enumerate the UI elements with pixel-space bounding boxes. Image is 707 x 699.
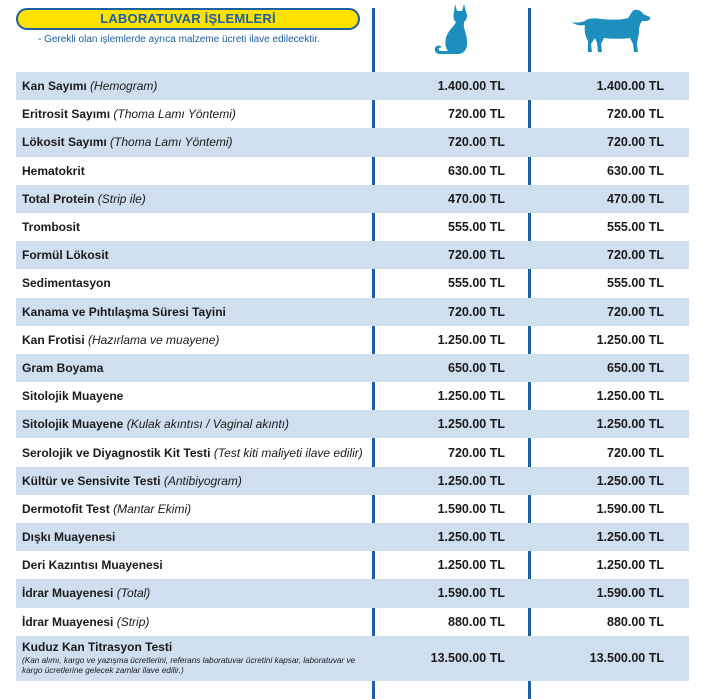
table-row (16, 72, 689, 100)
procedure-name: Kültür ve Sensivite Testi (22, 473, 161, 488)
procedure-name: Kan Sayımı (22, 79, 87, 94)
table-row (16, 157, 689, 185)
cat-price: 720.00 TL (448, 445, 505, 460)
procedure-detail: (Strip) (116, 614, 150, 629)
table-row (16, 438, 689, 466)
procedure-name: Sedimentasyon (22, 276, 111, 291)
dog-price: 1.250.00 TL (596, 473, 664, 488)
procedure-label (16, 615, 372, 629)
dog-price: 1.400.00 TL (596, 79, 664, 94)
table-row (16, 551, 689, 579)
dog-price: 880.00 TL (607, 614, 664, 629)
procedure-label (16, 276, 372, 290)
dog-price: 1.590.00 TL (596, 586, 664, 601)
table-row (16, 636, 689, 681)
procedure-detail: (Test kiti maliyeti ilave edilir) (213, 445, 363, 460)
table-row (16, 608, 689, 636)
procedure-label (16, 192, 372, 206)
cat-price: 1.590.00 TL (437, 501, 505, 516)
cat-price: 720.00 TL (448, 248, 505, 263)
procedure-name: Kanama ve Pıhtılaşma Süresi Tayini (22, 304, 226, 319)
procedure-name: Kuduz Kan Titrasyon Testi (22, 640, 173, 655)
dog-price: 13.500.00 TL (589, 651, 664, 666)
procedure-detail: (Hazırlama ve muayene) (88, 332, 220, 347)
cat-price: 13.500.00 TL (430, 651, 505, 666)
procedure-detail: (Strip ile) (97, 191, 146, 206)
procedure-label (16, 586, 372, 600)
table-row (16, 185, 689, 213)
dog-price: 720.00 TL (607, 248, 664, 263)
procedure-detail: (Hemogram) (90, 79, 158, 94)
dog-price: 1.250.00 TL (596, 332, 664, 347)
table-row (16, 298, 689, 326)
dog-price: 470.00 TL (607, 191, 664, 206)
procedure-label (16, 107, 372, 121)
dog-price: 720.00 TL (607, 304, 664, 319)
procedure-label (16, 640, 372, 676)
dog-price: 720.00 TL (607, 135, 664, 150)
cat-price: 880.00 TL (448, 614, 505, 629)
section-title: LABORATUVAR İŞLEMLERİ (100, 11, 276, 26)
cat-price: 555.00 TL (448, 276, 505, 291)
procedure-label (16, 305, 372, 319)
cat-price: 650.00 TL (448, 360, 505, 375)
table-row (16, 410, 689, 438)
dog-icon (568, 8, 652, 54)
procedure-label (16, 220, 372, 234)
procedure-label (16, 248, 372, 262)
procedure-name: Sitolojik Muayene (22, 389, 124, 404)
cat-price: 1.250.00 TL (437, 417, 505, 432)
procedure-label (16, 135, 372, 149)
dog-price: 1.250.00 TL (596, 558, 664, 573)
cat-icon (428, 2, 472, 56)
procedure-name: İdrar Muayenesi (22, 614, 114, 629)
procedure-label (16, 389, 372, 403)
table-row (16, 523, 689, 551)
table-row (16, 100, 689, 128)
table-row (16, 467, 689, 495)
procedure-label (16, 417, 372, 431)
procedure-label (16, 333, 372, 347)
table-row (16, 495, 689, 523)
procedure-name: Trombosit (22, 220, 81, 235)
procedure-name: Hematokrit (22, 163, 85, 178)
cat-price: 630.00 TL (448, 163, 505, 178)
table-row (16, 128, 689, 156)
cat-price: 1.250.00 TL (437, 389, 505, 404)
cat-price: 1.250.00 TL (437, 473, 505, 488)
dog-price: 1.250.00 TL (596, 417, 664, 432)
procedure-label (16, 361, 372, 375)
cat-price: 470.00 TL (448, 191, 505, 206)
procedure-detail: (Thoma Lamı Yöntemi) (110, 135, 233, 150)
procedure-name: Sitolojik Muayene (22, 417, 124, 432)
cat-price: 720.00 TL (448, 135, 505, 150)
dog-price: 1.250.00 TL (596, 530, 664, 545)
table-row (16, 241, 689, 269)
table-row (16, 579, 689, 607)
dog-price: 1.590.00 TL (596, 501, 664, 516)
procedure-label (16, 474, 372, 488)
table-row (16, 382, 689, 410)
procedure-name: Lökosit Sayımı (22, 135, 107, 150)
procedure-label (16, 502, 372, 516)
dog-price: 1.250.00 TL (596, 389, 664, 404)
procedure-detail: (Kulak akıntısı / Vaginal akıntı) (126, 417, 290, 432)
procedure-name: Deri Kazıntısı Muayenesi (22, 558, 163, 573)
cat-price: 1.590.00 TL (437, 586, 505, 601)
procedure-name: Kan Frotisi (22, 332, 85, 347)
cat-price: 555.00 TL (448, 220, 505, 235)
table-row (16, 269, 689, 297)
price-table (16, 72, 689, 681)
dog-price: 650.00 TL (607, 360, 664, 375)
table-row (16, 213, 689, 241)
procedure-label (16, 79, 372, 93)
procedure-name: İdrar Muayenesi (22, 586, 114, 601)
cat-price: 720.00 TL (448, 304, 505, 319)
procedure-label (16, 558, 372, 572)
procedure-label (16, 446, 372, 460)
cat-price: 1.250.00 TL (437, 558, 505, 573)
procedure-name: Dışkı Muayenesi (22, 530, 116, 545)
procedure-name: Eritrosit Sayımı (22, 107, 111, 122)
procedure-name: Dermotofit Test (22, 501, 110, 516)
section-title-pill (16, 8, 360, 30)
procedure-note: (Kan alımı, kargo ve yazışma ücretlerini, referans laboratuvar ücretini kapsar, laboratuvar ve kargo ücretlerine gelecek zamlar ilave edilir.) (22, 656, 356, 676)
dog-price: 720.00 TL (607, 107, 664, 122)
cat-price: 1.250.00 TL (437, 530, 505, 545)
dog-price: 555.00 TL (607, 220, 664, 235)
procedure-detail: (Thoma Lamı Yöntemi) (113, 107, 236, 122)
procedure-name: Gram Boyama (22, 360, 104, 375)
procedure-detail: (Total) (116, 586, 151, 601)
procedure-detail: (Antibiyogram) (163, 473, 242, 488)
procedure-detail: (Mantar Ekimi) (113, 501, 192, 516)
table-row (16, 354, 689, 382)
procedure-label (16, 164, 372, 178)
cat-price: 1.400.00 TL (437, 79, 505, 94)
procedure-label (16, 530, 372, 544)
procedure-name: Total Protein (22, 191, 95, 206)
dog-price: 555.00 TL (607, 276, 664, 291)
procedure-name: Formül Lökosit (22, 248, 109, 263)
procedure-name: Serolojik ve Diyagnostik Kit Testi (22, 445, 211, 460)
dog-price: 720.00 TL (607, 445, 664, 460)
cat-price: 1.250.00 TL (437, 332, 505, 347)
materials-note: - Gerekli olan işlemlerde ayrıca malzeme ücreti ilave edilecektir. (38, 34, 320, 45)
dog-price: 630.00 TL (607, 163, 664, 178)
table-row (16, 326, 689, 354)
cat-price: 720.00 TL (448, 107, 505, 122)
